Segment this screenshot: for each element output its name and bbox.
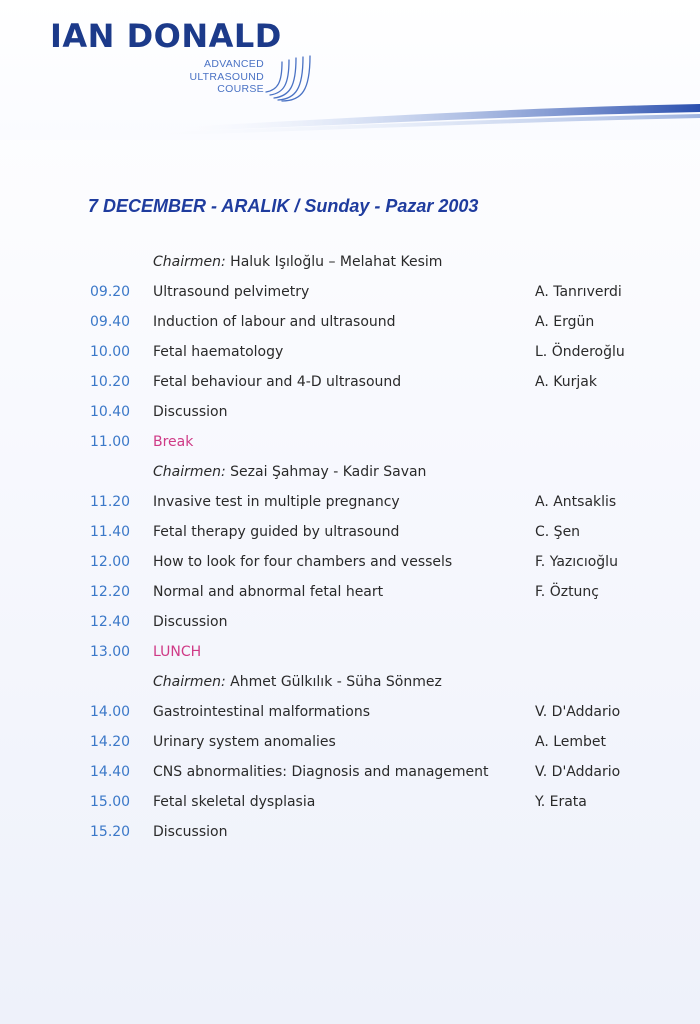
slot-time: 15.20: [90, 824, 131, 840]
slot-time: 14.20: [90, 734, 131, 750]
slot-title: Discussion: [153, 614, 228, 630]
logo-subtitle-line: ADVANCED: [204, 58, 264, 70]
slot-speaker: A. Ergün: [535, 314, 595, 330]
program-schedule: [0, 247, 700, 847]
slot-speaker: Y. Erata: [535, 794, 587, 810]
chairmen-label: Chairmen:: [153, 674, 226, 690]
chairmen-text: [153, 247, 442, 277]
slot-time: 10.20: [90, 374, 131, 390]
chairmen-names: Sezai Şahmay - Kadir Savan: [230, 464, 427, 480]
slot-time: 09.40: [90, 314, 131, 330]
slot-time: 12.00: [90, 554, 131, 570]
slot-speaker: L. Önderoğlu: [535, 344, 625, 360]
schedule-row: [0, 517, 700, 547]
chairmen-label: Chairmen:: [153, 254, 226, 270]
schedule-row: [0, 337, 700, 367]
slot-speaker: A. Lembet: [535, 734, 607, 750]
slot-time: 09.20: [90, 284, 131, 300]
slot-title: Discussion: [153, 824, 228, 840]
slot-time: 14.00: [90, 704, 131, 720]
slot-title: Induction of labour and ultrasound: [153, 314, 396, 330]
schedule-row: [0, 397, 700, 427]
schedule-row: [0, 367, 700, 397]
course-logo-title: IAN DONALD: [50, 17, 282, 55]
chairmen-row: [0, 247, 700, 277]
slot-title: CNS abnormalities: Diagnosis and management: [153, 764, 489, 780]
chairmen-names: Haluk Işıloğlu – Melahat Kesim: [230, 254, 443, 270]
schedule-row: [0, 787, 700, 817]
slot-title: Discussion: [153, 404, 228, 420]
day-heading: 7 DECEMBER - ARALIK / Sunday - Pazar 2003: [88, 196, 479, 216]
break-row: [0, 427, 700, 457]
slot-time: 10.40: [90, 404, 131, 420]
schedule-row: [0, 277, 700, 307]
logo-subtitle-line: ULTRASOUND: [189, 70, 264, 83]
slot-title: How to look for four chambers and vessels: [153, 554, 453, 570]
slot-speaker: A. Kurjak: [535, 374, 597, 390]
slot-title: Fetal behaviour and 4-D ultrasound: [153, 374, 402, 390]
schedule-row: [0, 547, 700, 577]
chairmen-label: Chairmen:: [153, 464, 226, 480]
chairmen-text: [153, 667, 442, 697]
slot-time: 15.00: [90, 794, 131, 810]
slot-title: Ultrasound pelvimetry: [153, 284, 310, 300]
slot-title: Fetal skeletal dysplasia: [153, 794, 316, 810]
slot-title: Fetal haematology: [153, 344, 284, 360]
slot-speaker: F. Yazıcıoğlu: [535, 554, 618, 570]
slot-time: 10.00: [90, 344, 131, 360]
schedule-row: [0, 757, 700, 787]
slot-time: 11.20: [90, 494, 131, 510]
slot-title: Gastrointestinal malformations: [153, 704, 370, 720]
slot-speaker: F. Öztunç: [535, 584, 600, 600]
slot-title: Normal and abnormal fetal heart: [153, 584, 384, 600]
logo-subtitle-line: COURSE: [217, 83, 264, 95]
slot-title: Invasive test in multiple pregnancy: [153, 494, 400, 510]
chairmen-row: [0, 457, 700, 487]
break-row: [0, 637, 700, 667]
chairmen-row: [0, 667, 700, 697]
slot-time: 13.00: [90, 644, 131, 660]
slot-speaker: A. Antsaklis: [535, 494, 617, 510]
chairmen-names: Ahmet Gülkılık - Süha Sönmez: [230, 674, 442, 690]
schedule-row: [0, 487, 700, 517]
schedule-row: [0, 727, 700, 757]
ultrasound-waves-icon: [262, 54, 314, 102]
slot-speaker: C. Şen: [535, 524, 581, 540]
slot-title: Fetal therapy guided by ultrasound: [153, 524, 400, 540]
slot-title: Urinary system anomalies: [153, 734, 336, 750]
slot-time: 11.40: [90, 524, 131, 540]
break-title: LUNCH: [153, 644, 202, 660]
slot-speaker: V. D'Addario: [535, 704, 621, 720]
break-title: Break: [153, 434, 194, 450]
schedule-row: [0, 307, 700, 337]
schedule-row: [0, 607, 700, 637]
schedule-row: [0, 817, 700, 847]
slot-time: 12.40: [90, 614, 131, 630]
schedule-row: [0, 697, 700, 727]
course-logo-subtitle: [150, 58, 264, 96]
slot-speaker: A. Tanrıverdi: [535, 284, 622, 300]
slot-speaker: V. D'Addario: [535, 764, 621, 780]
chairmen-text: [153, 457, 426, 487]
schedule-row: [0, 577, 700, 607]
slot-time: 14.40: [90, 764, 131, 780]
slot-time: 12.20: [90, 584, 131, 600]
slot-time: 11.00: [90, 434, 131, 450]
